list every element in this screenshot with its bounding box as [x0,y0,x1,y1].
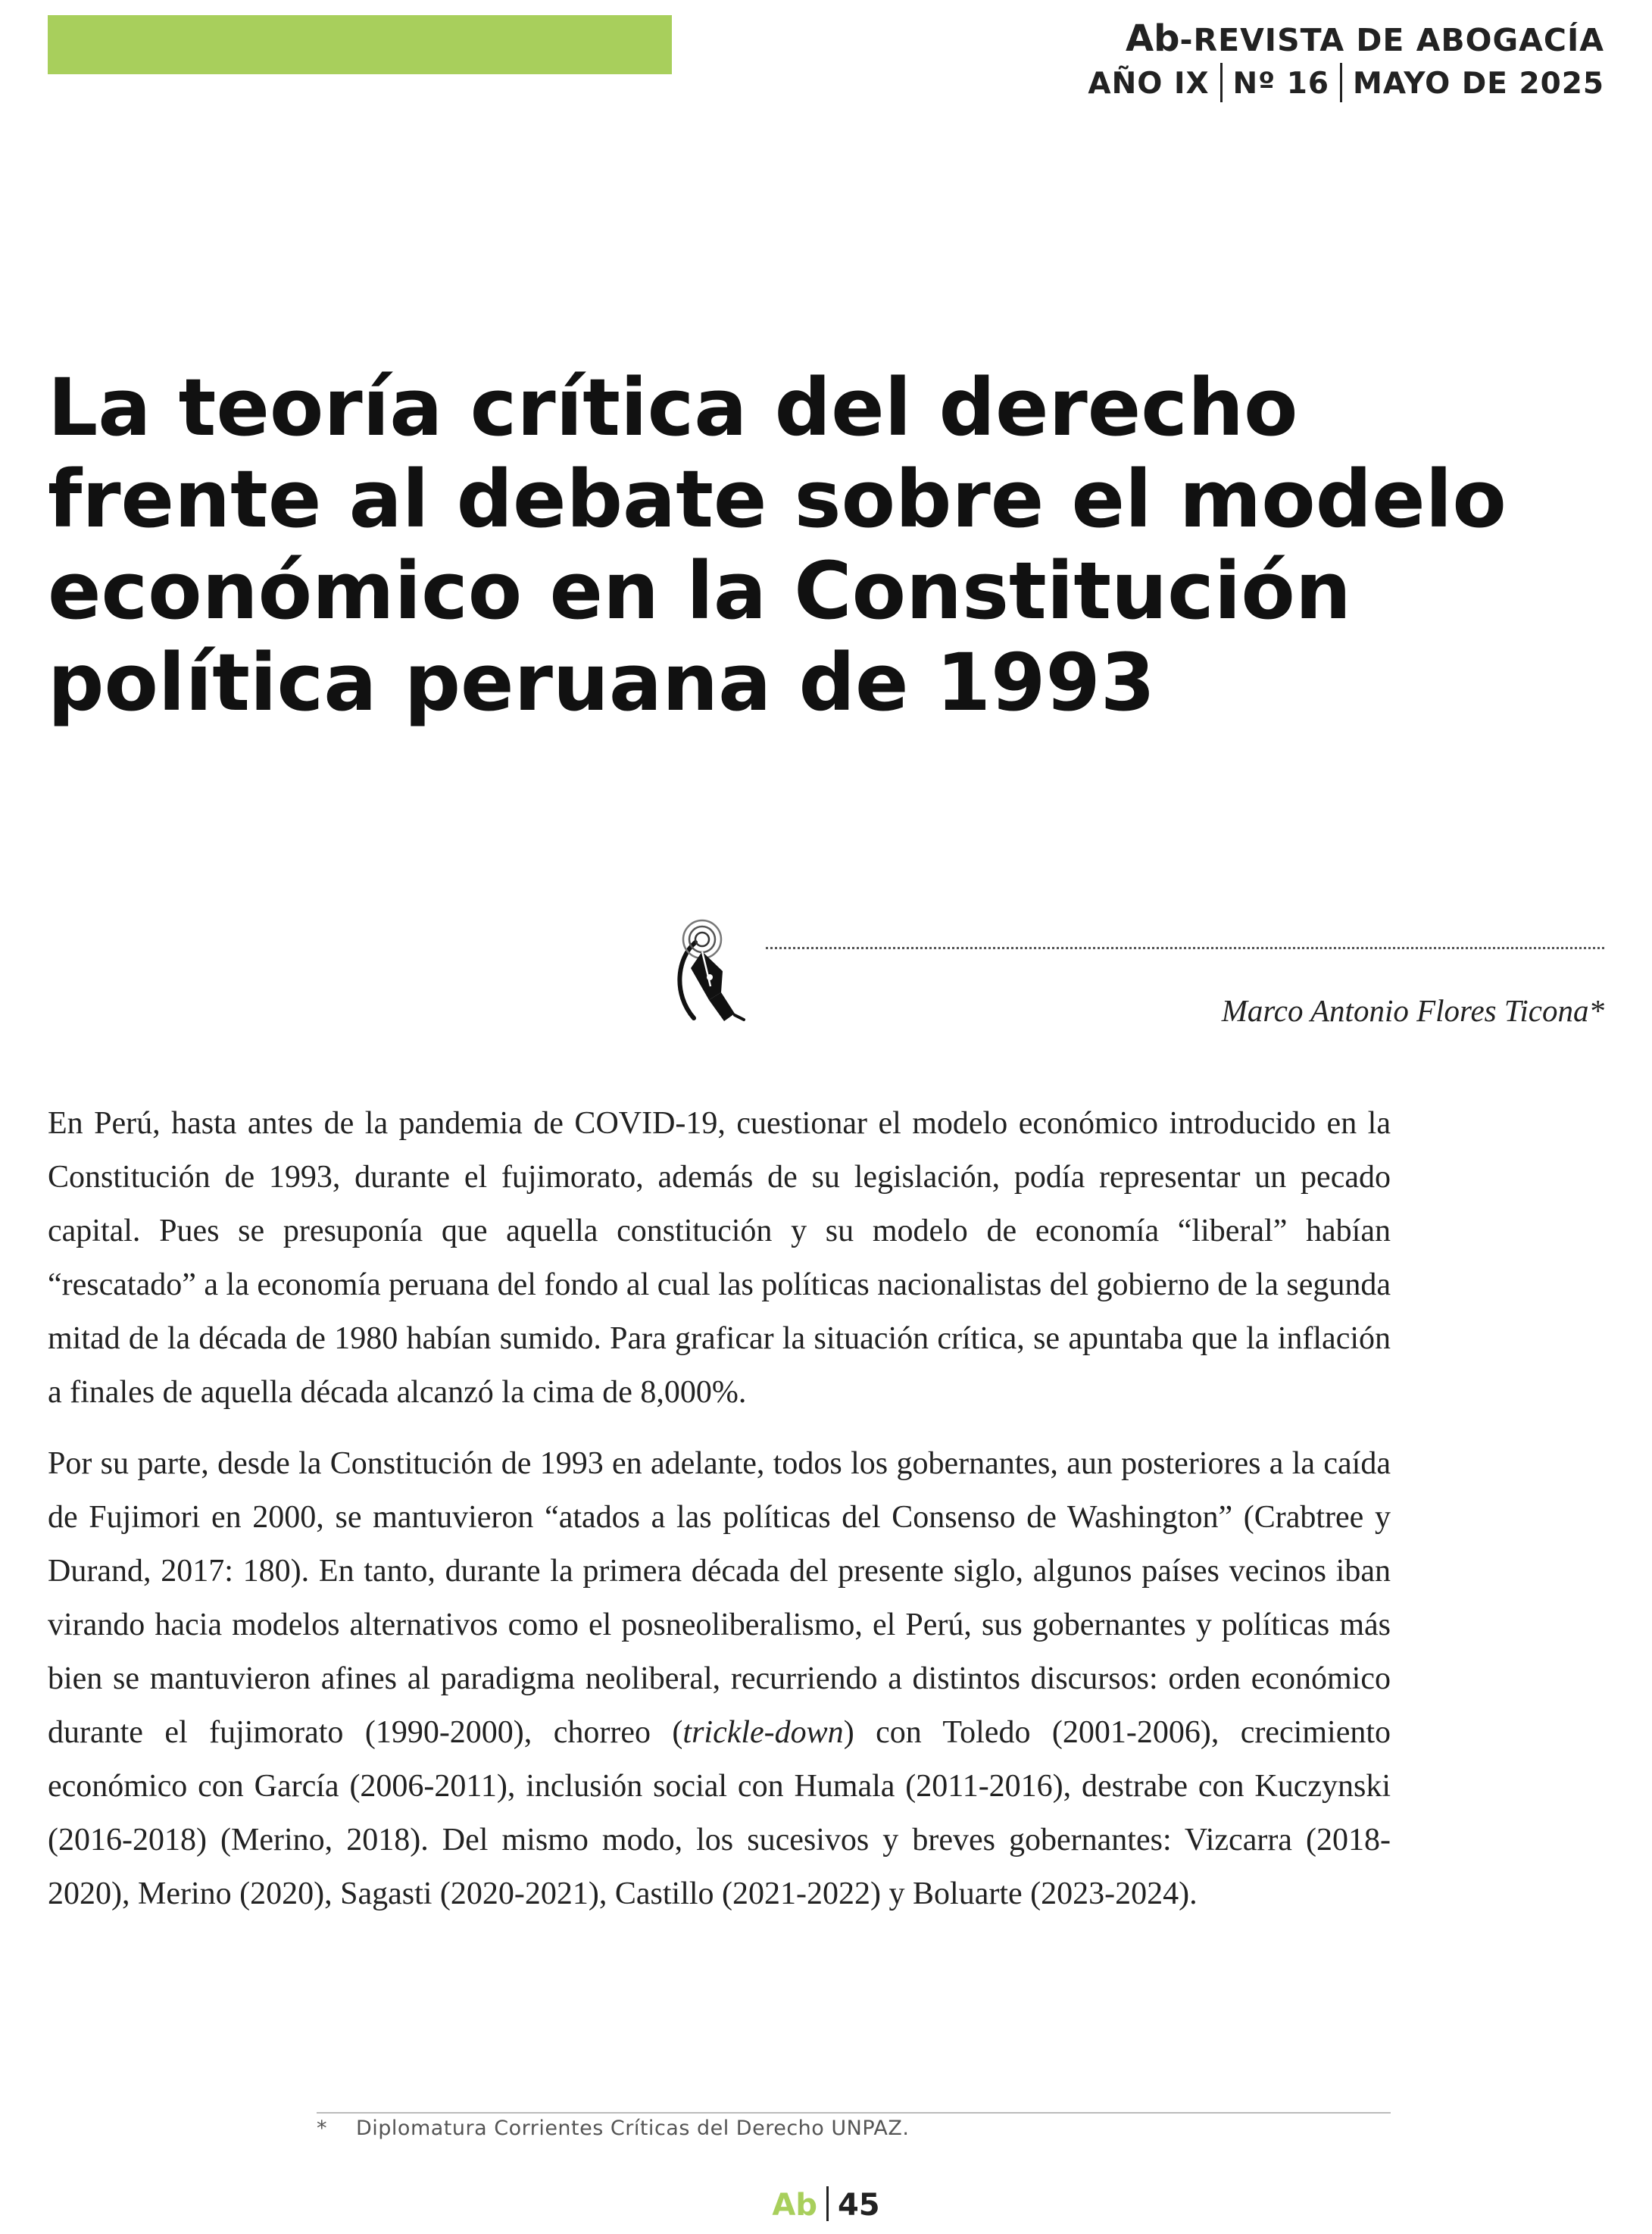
footnote-text: Diplomatura Corrientes Críticas del Derecho UNPAZ. [356,2117,910,2140]
article-title-line: frente al debate sobre el modelo [48,453,1507,545]
author-divider [766,947,1604,949]
footer-brand: Ab [772,2188,817,2223]
footnote [317,2117,909,2140]
italic-term: trickle-down [682,1715,844,1750]
body-paragraph: En Perú, hasta antes de la pandemia de COVID-19, cuestionar el modelo económico introducido en la Constitución de 1993, durante el fujimorato, además de su legislación, podía representar un pecado capital. Pues se presuponía que aquella constitución y su modelo de economía “liberal” habían “rescatado” a la economía peruana del fondo al cual las políticas nacionalistas del gobierno de la segunda mitad de la década de 1980 habían sumido. Para graficar la situación crítica, se apuntaba que la inflación a finales de aquella década alcanzó la cima de 8,000%. [48,1106,1391,1410]
footnote-mark: * [317,2117,327,2140]
page-footer [0,2186,1652,2223]
body-paragraph [48,1437,1391,1921]
footnote-divider [317,2112,1391,2114]
footer-separator [826,2186,829,2221]
fountain-pen-icon [656,918,770,1032]
paragraph-text: ) con Toledo (2001-2006), crecimiento económico con García (2006-2011), inclusión social con Humala (2011-2016), destrabe con Kuczynski (2016-2018) (Merino, 2018). Del mismo modo, los sucesivos y breves gobernantes: Vizcarra (2018-2020), Merino (2020), Sagasti (2020-2021), Castillo (2021-2022) y Boluarte (2023-2024). [48,1715,1391,1911]
author-name: Marco Antonio Flores Ticona* [1221,993,1604,1028]
article-title-line: La teoría crítica del derecho [48,361,1298,454]
journal-masthead [1088,18,1604,102]
issue-separator [1220,63,1223,102]
issue-number: Nº 16 [1232,67,1330,102]
journal-name [1088,18,1604,60]
issue-info [1088,63,1604,102]
issue-year: AÑO IX [1088,67,1210,102]
issue-date: MAYO DE 2025 [1353,67,1604,102]
issue-separator [1340,63,1342,102]
journal-brand: Ab [1125,17,1180,60]
paragraph-text: Por su parte, desde la Constitución de 1993 en adelante, todos los gobernantes, aun posteriores a la caída de Fujimori en 2000, se mantuvieron “atados a las políticas del Consenso de Washington” (Crabtree y Durand, 2017: 180). En tanto, durante la primera década del presente siglo, algunos países vecinos iban virando hacia modelos alternativos como el posneoliberalismo, el Perú, sus gobernantes y políticas más bien se mantuvieron afines al paradigma neoliberal, recurriendo a distintos discursos: orden económico durante el fujimorato (1990-2000), chorreo ( [48,1446,1391,1750]
article-title-line: política peruana de 1993 [48,636,1156,729]
journal-title: -REVISTA DE ABOGACÍA [1179,22,1604,58]
page-number: 45 [837,2188,880,2223]
article-title [48,361,1507,729]
article-title-line: económico en la Constitución [48,545,1351,637]
header-accent-bar [48,15,672,74]
article-body [48,1097,1391,1939]
